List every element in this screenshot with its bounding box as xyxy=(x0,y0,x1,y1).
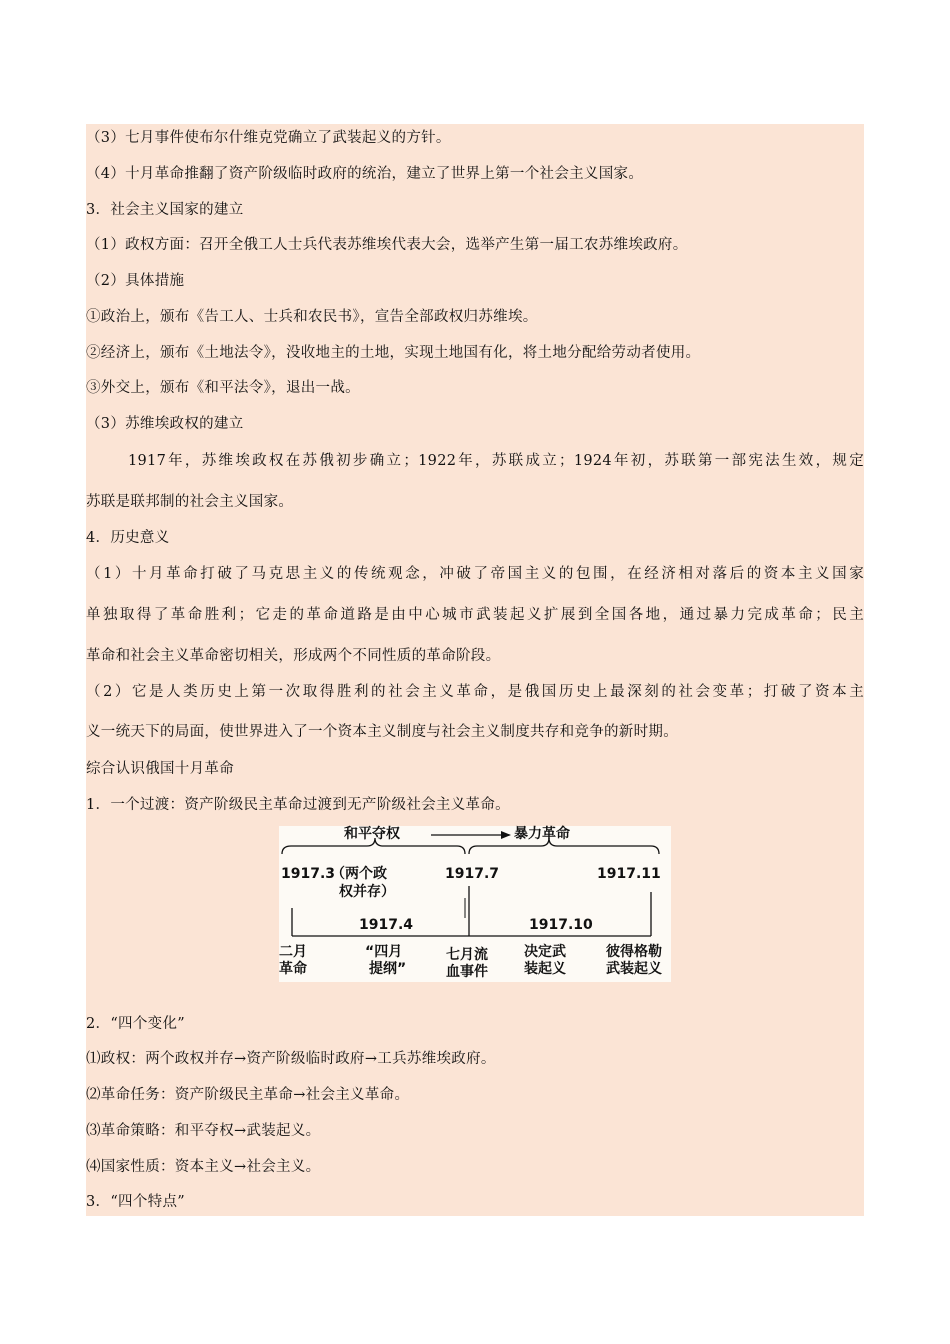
text-line: （3）七月事件使布尔什维克党确立了武装起义的方针。 xyxy=(86,130,451,146)
event-petrograd-line2: 武装起义 xyxy=(606,961,662,977)
text-line: （2）具体措施 xyxy=(86,273,185,289)
label-peaceful: 和平夺权 xyxy=(344,826,400,842)
text-line: （3）苏维埃政权的建立 xyxy=(86,416,244,432)
section-heading: 2．“四个变化” xyxy=(86,1016,185,1032)
text-line: （2）它是人类历史上第一次取得胜利的社会主义革命，是俄国历史上最深刻的社会变革；打破了资本主 xyxy=(86,684,864,700)
event-decide-line1: 决定武 xyxy=(524,944,566,960)
section-heading: 4．历史意义 xyxy=(86,530,170,546)
text-line: ⑷国家性质：资本主义→社会主义。 xyxy=(86,1159,321,1175)
text-line: ⑴政权：两个政权并存→资产阶级临时政府→工兵苏维埃政府。 xyxy=(86,1051,496,1067)
event-july-line1: 七月流 xyxy=(446,947,488,963)
date-1917-11: 1917.11 xyxy=(597,866,661,882)
date-1917-3: 1917.3 xyxy=(281,866,336,882)
text-line: ⑶革命策略：和平夺权→武装起义。 xyxy=(86,1123,321,1139)
revolution-timeline-diagram xyxy=(279,826,671,982)
text-line: （4）十月革命推翻了资产阶级临时政府的统治，建立了世界上第一个社会主义国家。 xyxy=(86,166,644,182)
text-line: 1917年，苏维埃政权在苏俄初步确立；1922年，苏联成立；1924年初，苏联第一部宪法生效，规定 xyxy=(128,453,864,469)
arrow-head xyxy=(501,831,511,839)
text-line: ⑵革命任务：资产阶级民主革命→社会主义革命。 xyxy=(86,1087,410,1103)
text-line: ③外交上，颁布《和平法令》，退出一战。 xyxy=(86,380,360,396)
event-april-line2: 提纲” xyxy=(369,961,407,977)
event-feb-line1: 二月 xyxy=(279,944,307,960)
event-feb-line2: 革命 xyxy=(279,961,307,977)
text-line: ①政治上，颁布《告工人、士兵和农民书》，宣告全部政权归苏维埃。 xyxy=(86,309,538,325)
dual-power-line1: （两个政 xyxy=(331,866,387,882)
label-violent: 暴力革命 xyxy=(514,826,570,842)
event-decide-line2: 装起义 xyxy=(524,961,566,977)
date-1917-7: 1917.7 xyxy=(445,866,500,882)
date-1917-10: 1917.10 xyxy=(529,917,593,933)
text-line: 苏联是联邦制的社会主义国家。 xyxy=(86,494,294,510)
text-line: 革命和社会主义革命密切相关，形成两个不同性质的革命阶段。 xyxy=(86,648,501,664)
event-july-line2: 血事件 xyxy=(446,964,488,980)
section-heading: 3．“四个特点” xyxy=(86,1194,185,1210)
text-line: 义一统天下的局面，使世界进入了一个资本主义制度与社会主义制度共存和竞争的新时期。 xyxy=(86,724,678,740)
event-april-line1: “四月 xyxy=(365,944,403,960)
text-line: ②经济上，颁布《土地法令》，没收地主的土地，实现土地国有化，将土地分配给劳动者使用。 xyxy=(86,345,701,361)
section-heading: 综合认识俄国十月革命 xyxy=(86,761,234,777)
text-line: 1．一个过渡：资产阶级民主革命过渡到无产阶级社会主义革命。 xyxy=(86,797,510,813)
date-1917-4: 1917.4 xyxy=(359,917,414,933)
event-petrograd-line1: 彼得格勒 xyxy=(606,944,662,960)
dual-power-line2: 权并存） xyxy=(339,884,395,900)
text-line: （1）十月革命打破了马克思主义的传统观念，冲破了帝国主义的包围，在经济相对落后的资本主义国家 xyxy=(86,566,864,582)
text-line: 单独取得了革命胜利；它走的革命道路是由中心城市武装起义扩展到全国各地，通过暴力完成革命；民主 xyxy=(86,607,864,623)
section-heading: 3．社会主义国家的建立 xyxy=(86,202,244,218)
text-line: （1）政权方面：召开全俄工人士兵代表苏维埃代表大会，选举产生第一届工农苏维埃政府。 xyxy=(86,237,688,253)
